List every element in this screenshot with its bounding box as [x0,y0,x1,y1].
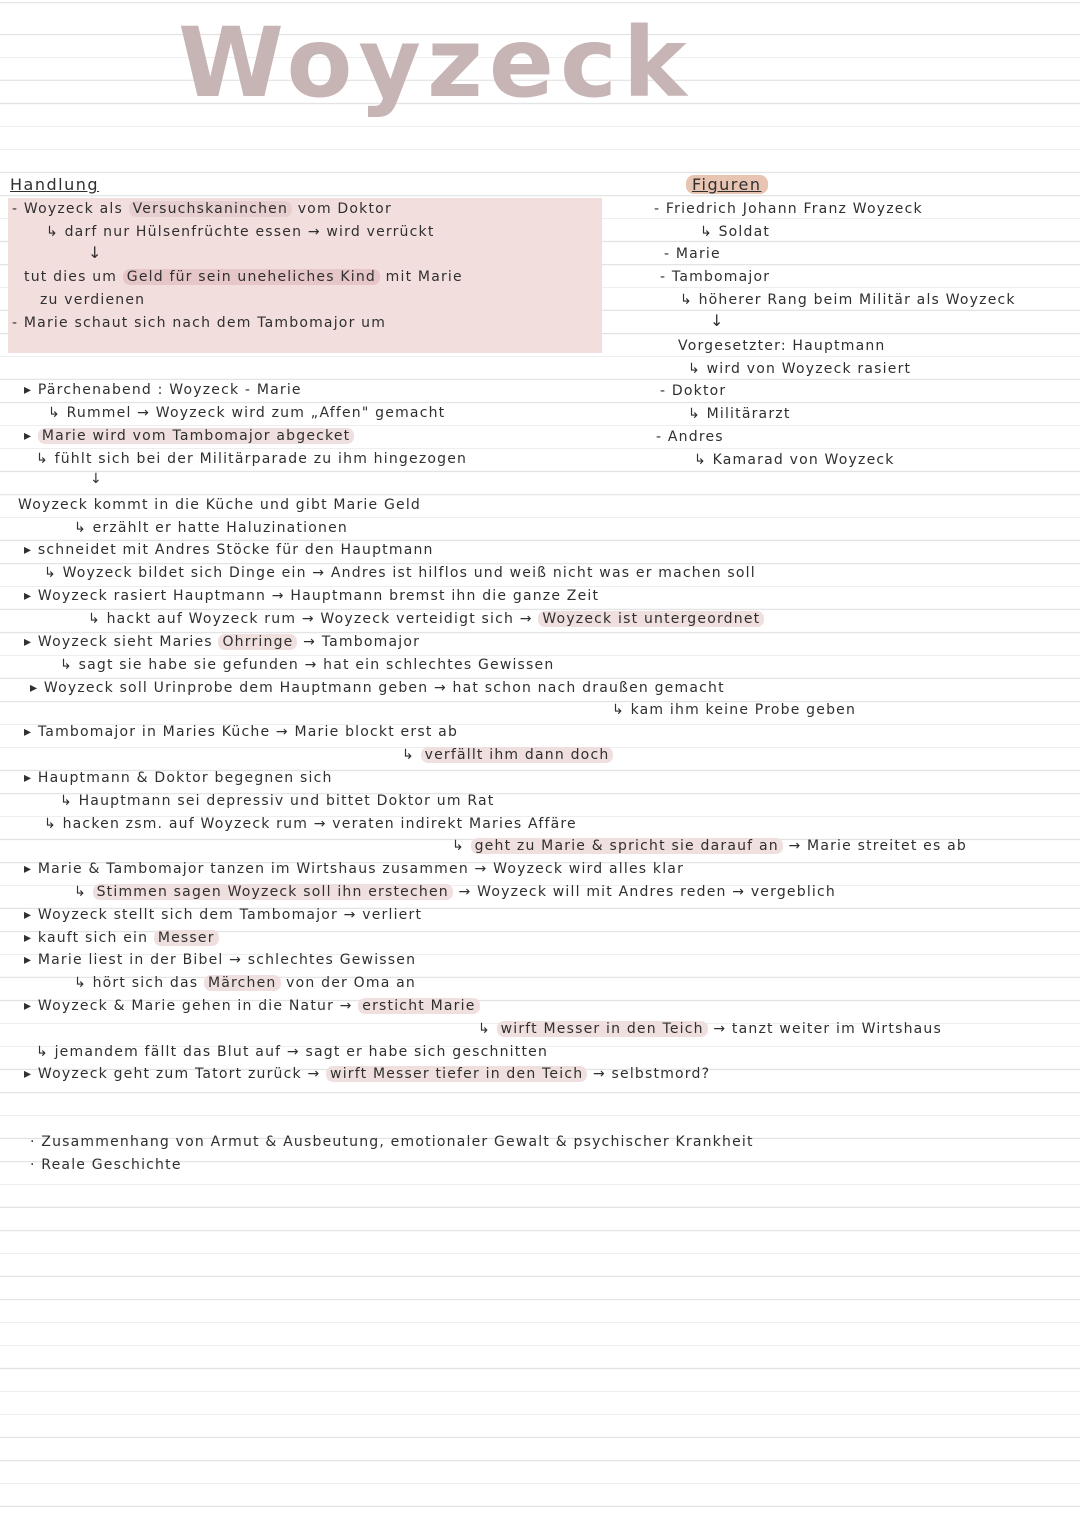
plot-line: ↳ hacken zsm. auf Woyzeck rum → veraten indirekt Maries Affäre [44,816,577,832]
plot-line: ▸ Hauptmann & Doktor begegnen sich [24,770,333,786]
plot-line: ▸ Pärchenabend : Woyzeck - Marie [24,382,302,398]
figur-doktor: - Doktor [660,383,727,399]
plot-line: ↳ hackt auf Woyzeck rum → Woyzeck verteidigt sich → Woyzeck ist untergeordnet [88,610,764,628]
figur-woyzeck: - Friedrich Johann Franz Woyzeck [654,201,923,217]
handlung-arrow: ↓ [88,243,103,262]
plot-line: ↳ verfällt ihm dann doch [402,746,613,764]
plot-line: ↳ geht zu Marie & spricht sie darauf an → Marie streitet es ab [452,838,968,854]
handlung-line-3: tut dies um Geld für sein uneheliches Kind mit Marie [24,269,463,285]
plot-line: ↳ sagt sie habe sie gefunden → hat ein schlechtes Gewissen [60,657,555,673]
figur-doktor-detail: ↳ Militärarzt [688,406,791,422]
plot-line: ▸ Marie liest in der Bibel → schlechtes Gewissen [24,952,417,968]
figur-arrow: ↓ [710,311,725,330]
plot-line: ▸ Woyzeck geht zum Tatort zurück → wirft Messer tiefer in den Teich → selbstmord? [24,1066,711,1082]
page-title: Woyzeck [178,7,693,119]
handlung-line-4: zu verdienen [40,292,146,308]
figur-hauptmann: Vorgesetzter: Hauptmann [678,338,886,354]
plot-line: ↳ hört sich das Märchen von der Oma an [74,975,416,991]
handlung-line-5: - Marie schaut sich nach dem Tambomajor um [12,315,387,331]
plot-line: ▸ Woyzeck stellt sich dem Tambomajor → verliert [24,907,423,923]
summary-line-1: · Zusammenhang von Armut & Ausbeutung, emotionaler Gewalt & psychischer Krankheit [30,1134,754,1150]
plot-line: ▸ schneidet mit Andres Stöcke für den Hauptmann [24,542,434,558]
plot-line: ▸ Marie wird vom Tambomajor abgecket [24,427,354,445]
plot-line: ↳ Woyzeck bildet sich Dinge ein → Andres ist hilflos und weiß nicht was er machen soll [44,565,756,581]
plot-line: ↳ kam ihm keine Probe geben [612,702,857,718]
plot-line: ↳ jemandem fällt das Blut auf → sagt er habe sich geschnitten [36,1044,549,1060]
plot-line: ▸ Woyzeck & Marie gehen in die Natur → ersticht Marie [24,997,480,1015]
figur-tambomajor-detail: ↳ höherer Rang beim Militär als Woyzeck [680,292,1016,308]
plot-line: ↳ wirft Messer in den Teich → tanzt weiter im Wirtshaus [478,1021,942,1037]
plot-line: ↓ [90,471,103,487]
figur-andres: - Andres [656,429,724,445]
handlung-line-2: ↳ darf nur Hülsenfrüchte essen → wird verrückt [46,224,435,240]
plot-line: ↳ erzählt er hatte Haluzinationen [74,520,348,536]
handlung-line-1: - Woyzeck als Versuchskaninchen vom Doktor [12,201,392,217]
figur-woyzeck-detail: ↳ Soldat [700,224,771,240]
figuren-heading: Figuren [686,176,768,194]
plot-line: ▸ Marie & Tambomajor tanzen im Wirtshaus zusammen → Woyzeck wird alles klar [24,861,685,877]
summary-line-2: · Reale Geschichte [30,1157,182,1173]
figur-marie: - Marie [664,246,721,262]
plot-line: ▸ Tambomajor in Maries Küche → Marie blockt erst ab [24,724,459,740]
plot-line: ▸ Woyzeck sieht Maries Ohrringe → Tambomajor [24,634,421,650]
plot-line: ↳ Rummel → Woyzeck wird zum „Affen" gemacht [48,405,446,421]
figur-hauptmann-detail: ↳ wird von Woyzeck rasiert [688,361,912,377]
plot-line: ▸ kauft sich ein Messer [24,929,219,947]
plot-line: ↳ Hauptmann sei depressiv und bittet Doktor um Rat [60,793,495,809]
plot-line: ↳ fühlt sich bei der Militärparade zu ihm hingezogen [36,451,468,467]
plot-line: Woyzeck kommt in die Küche und gibt Marie Geld [18,497,422,513]
plot-line: ▸ Woyzeck soll Urinprobe dem Hauptmann geben → hat schon nach draußen gemacht [30,680,725,696]
figur-andres-detail: ↳ Kamarad von Woyzeck [694,452,895,468]
handlung-heading: Handlung [10,175,100,194]
plot-line: ↳ Stimmen sagen Woyzeck soll ihn erstechen → Woyzeck will mit Andres reden → vergeblich [74,884,836,900]
plot-line: ▸ Woyzeck rasiert Hauptmann → Hauptmann bremst ihn die ganze Zeit [24,588,600,604]
figur-tambomajor: - Tambomajor [660,269,771,285]
